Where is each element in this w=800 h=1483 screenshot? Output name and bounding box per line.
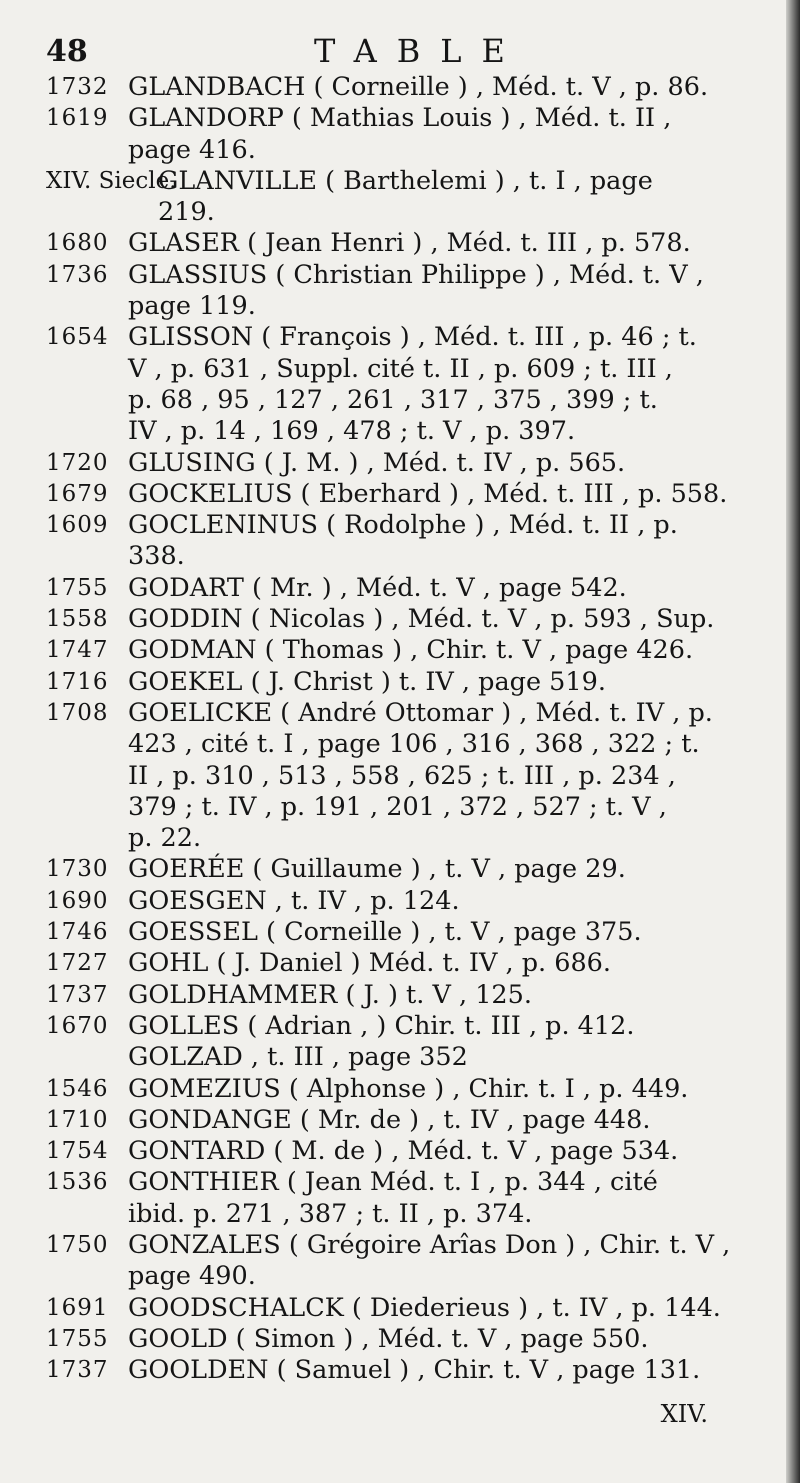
index-entry [46,448,781,479]
entry-year: 1737 [46,1357,109,1384]
entry-year: 1680 [46,230,109,257]
entry-year: 1670 [46,1012,109,1039]
entry-year: 1716 [46,668,109,695]
index-entry [46,1074,781,1105]
index-entry [46,72,781,103]
entry-text: GOLLES ( Adrian , ) Chir. t. III , p. 412. [128,1010,635,1041]
entry-text: GONTARD ( M. de ) , Méd. t. V , page 534. [128,1136,679,1167]
entry-text: GOOLDEN ( Samuel ) , Chir. t. V , page 131. [128,1355,701,1386]
entry-text: GLANDORP ( Mathias Louis ) , Méd. t. II , page 416. [128,103,672,165]
entry-year: 1747 [46,637,109,664]
entry-text: GOCLENINUS ( Rodolphe ) , Méd. t. II , p. 338. [128,510,678,572]
index-entry [46,166,781,229]
entry-text: GOEKEL ( J. Christ ) t. IV , page 519. [128,666,606,697]
entry-year: 1710 [46,1106,109,1133]
entry-year: 1558 [46,606,109,633]
index-entry [46,980,781,1011]
index-entry [46,1324,781,1355]
entry-text: GOODSCHALCK ( Diederieus ) , t. IV , p. 144. [128,1292,721,1323]
entry-year: 1691 [46,1294,109,1321]
entry-year: 1750 [46,1231,109,1258]
page-header [46,30,766,70]
entry-year: 1755 [46,574,109,601]
entry-text: GLANDBACH ( Corneille ) , Méd. t. V , p. 86. [128,72,709,102]
entry-text: GODDIN ( Nicolas ) , Méd. t. V , p. 593 , Sup. [128,604,715,635]
entry-text: GLASSIUS ( Christian Philippe ) , Méd. t. V , page 119. [128,259,704,322]
entry-text: GOELICKE ( André Ottomar ) , Méd. t. IV , p. 423 , cité t. I , page 106 , 316 , 368 , 322 ; t. II , p. 310 , 513 , 558 , 625 ; t. III , p. 234 , 379 ; t. IV , p. 191 , 201 , 372 , 527 ; t. V , p. 22. [128,697,713,854]
entry-text: GONTHIER ( Jean Méd. t. I , p. 344 , cité ibid. p. 271 , 387 ; t. II , p. 374. [128,1167,658,1229]
entry-year: 1690 [46,887,109,914]
index-entry [46,1042,781,1073]
entry-text: GLUSING ( J. M. ) , Méd. t. IV , p. 565. [128,447,626,478]
index-entries [46,72,781,1386]
entry-text: GLISSON ( François ) , Méd. t. III , p. 46 ; t. V , p. 631 , Suppl. cité t. II , p. 609 ; t. III , p. 68 , 95 , 127 , 261 , 317 , 375 , 399 ; t. IV , p. 14 , 169 , 478 ; t. V , p. 397. [128,322,697,447]
index-entry [46,322,781,447]
index-entry [46,917,781,948]
entry-text: GOESSEL ( Corneille ) , t. V , page 375. [128,917,642,948]
entry-text: GOMEZIUS ( Alphonse ) , Chir. t. I , p. 449. [128,1073,689,1104]
index-entry [46,886,781,917]
entry-year: 1546 [46,1075,109,1102]
entry-year: 1654 [46,324,109,351]
entry-text: GOLZAD , t. III , page 352 [128,1042,468,1073]
entry-year: XIV. Siecle. [46,167,177,194]
entry-year: 1619 [46,105,109,132]
entry-text: GONZALES ( Grégoire Arîas Don ) , Chir. t. V , page 490. [128,1229,731,1292]
index-entry [46,260,781,323]
entry-text: GODMAN ( Thomas ) , Chir. t. V , page 426. [128,635,694,666]
index-entry [46,1230,781,1293]
catchword: XIV. [660,1400,708,1428]
index-entry [46,103,781,166]
entry-text: GODART ( Mr. ) , Méd. t. V , page 542. [128,572,627,603]
index-entry [46,1355,781,1386]
entry-text: GLANVILLE ( Barthelemi ) , t. I , page 219. [158,165,653,228]
page-edge [786,0,800,1483]
index-entry [46,1293,781,1324]
index-entry [46,1105,781,1136]
entry-text: GONDANGE ( Mr. de ) , t. IV , page 448. [128,1104,651,1135]
running-title: TABLE [314,32,525,70]
index-entry [46,228,781,259]
entry-year: 1720 [46,449,109,476]
page-number: 48 [46,34,88,69]
entry-text: GOLDHAMMER ( J. ) t. V , 125. [128,979,532,1010]
entry-year: 1730 [46,856,109,883]
entry-text: GOCKELIUS ( Eberhard ) , Méd. t. III , p. 558. [128,478,728,509]
index-entry [46,604,781,635]
entry-text: GOESGEN , t. IV , p. 124. [128,885,460,916]
index-entry [46,479,781,510]
index-entry [46,854,781,885]
index-entry [46,1011,781,1042]
index-entry [46,1167,781,1230]
entry-year: 1746 [46,919,109,946]
index-entry [46,948,781,979]
index-entry [46,510,781,573]
entry-year: 1679 [46,480,109,507]
entry-year: 1737 [46,981,109,1008]
entry-text: GOOLD ( Simon ) , Méd. t. V , page 550. [128,1323,649,1354]
index-entry [46,573,781,604]
entry-year: 1708 [46,699,109,726]
entry-year: 1727 [46,950,109,977]
entry-text: GLASER ( Jean Henri ) , Méd. t. III , p. 578. [128,228,691,259]
index-entry [46,667,781,698]
entry-year: 1736 [46,261,109,288]
entry-year: 1755 [46,1325,109,1352]
index-entry [46,698,781,854]
index-entry [46,1136,781,1167]
entry-year: 1536 [46,1169,109,1196]
entry-year: 1754 [46,1138,109,1165]
entry-text: GOHL ( J. Daniel ) Méd. t. IV , p. 686. [128,948,612,979]
entry-year: 1732 [46,74,109,100]
entry-year: 1609 [46,512,109,539]
entry-text: GOERÉE ( Guillaume ) , t. V , page 29. [128,854,626,885]
index-entry [46,635,781,666]
